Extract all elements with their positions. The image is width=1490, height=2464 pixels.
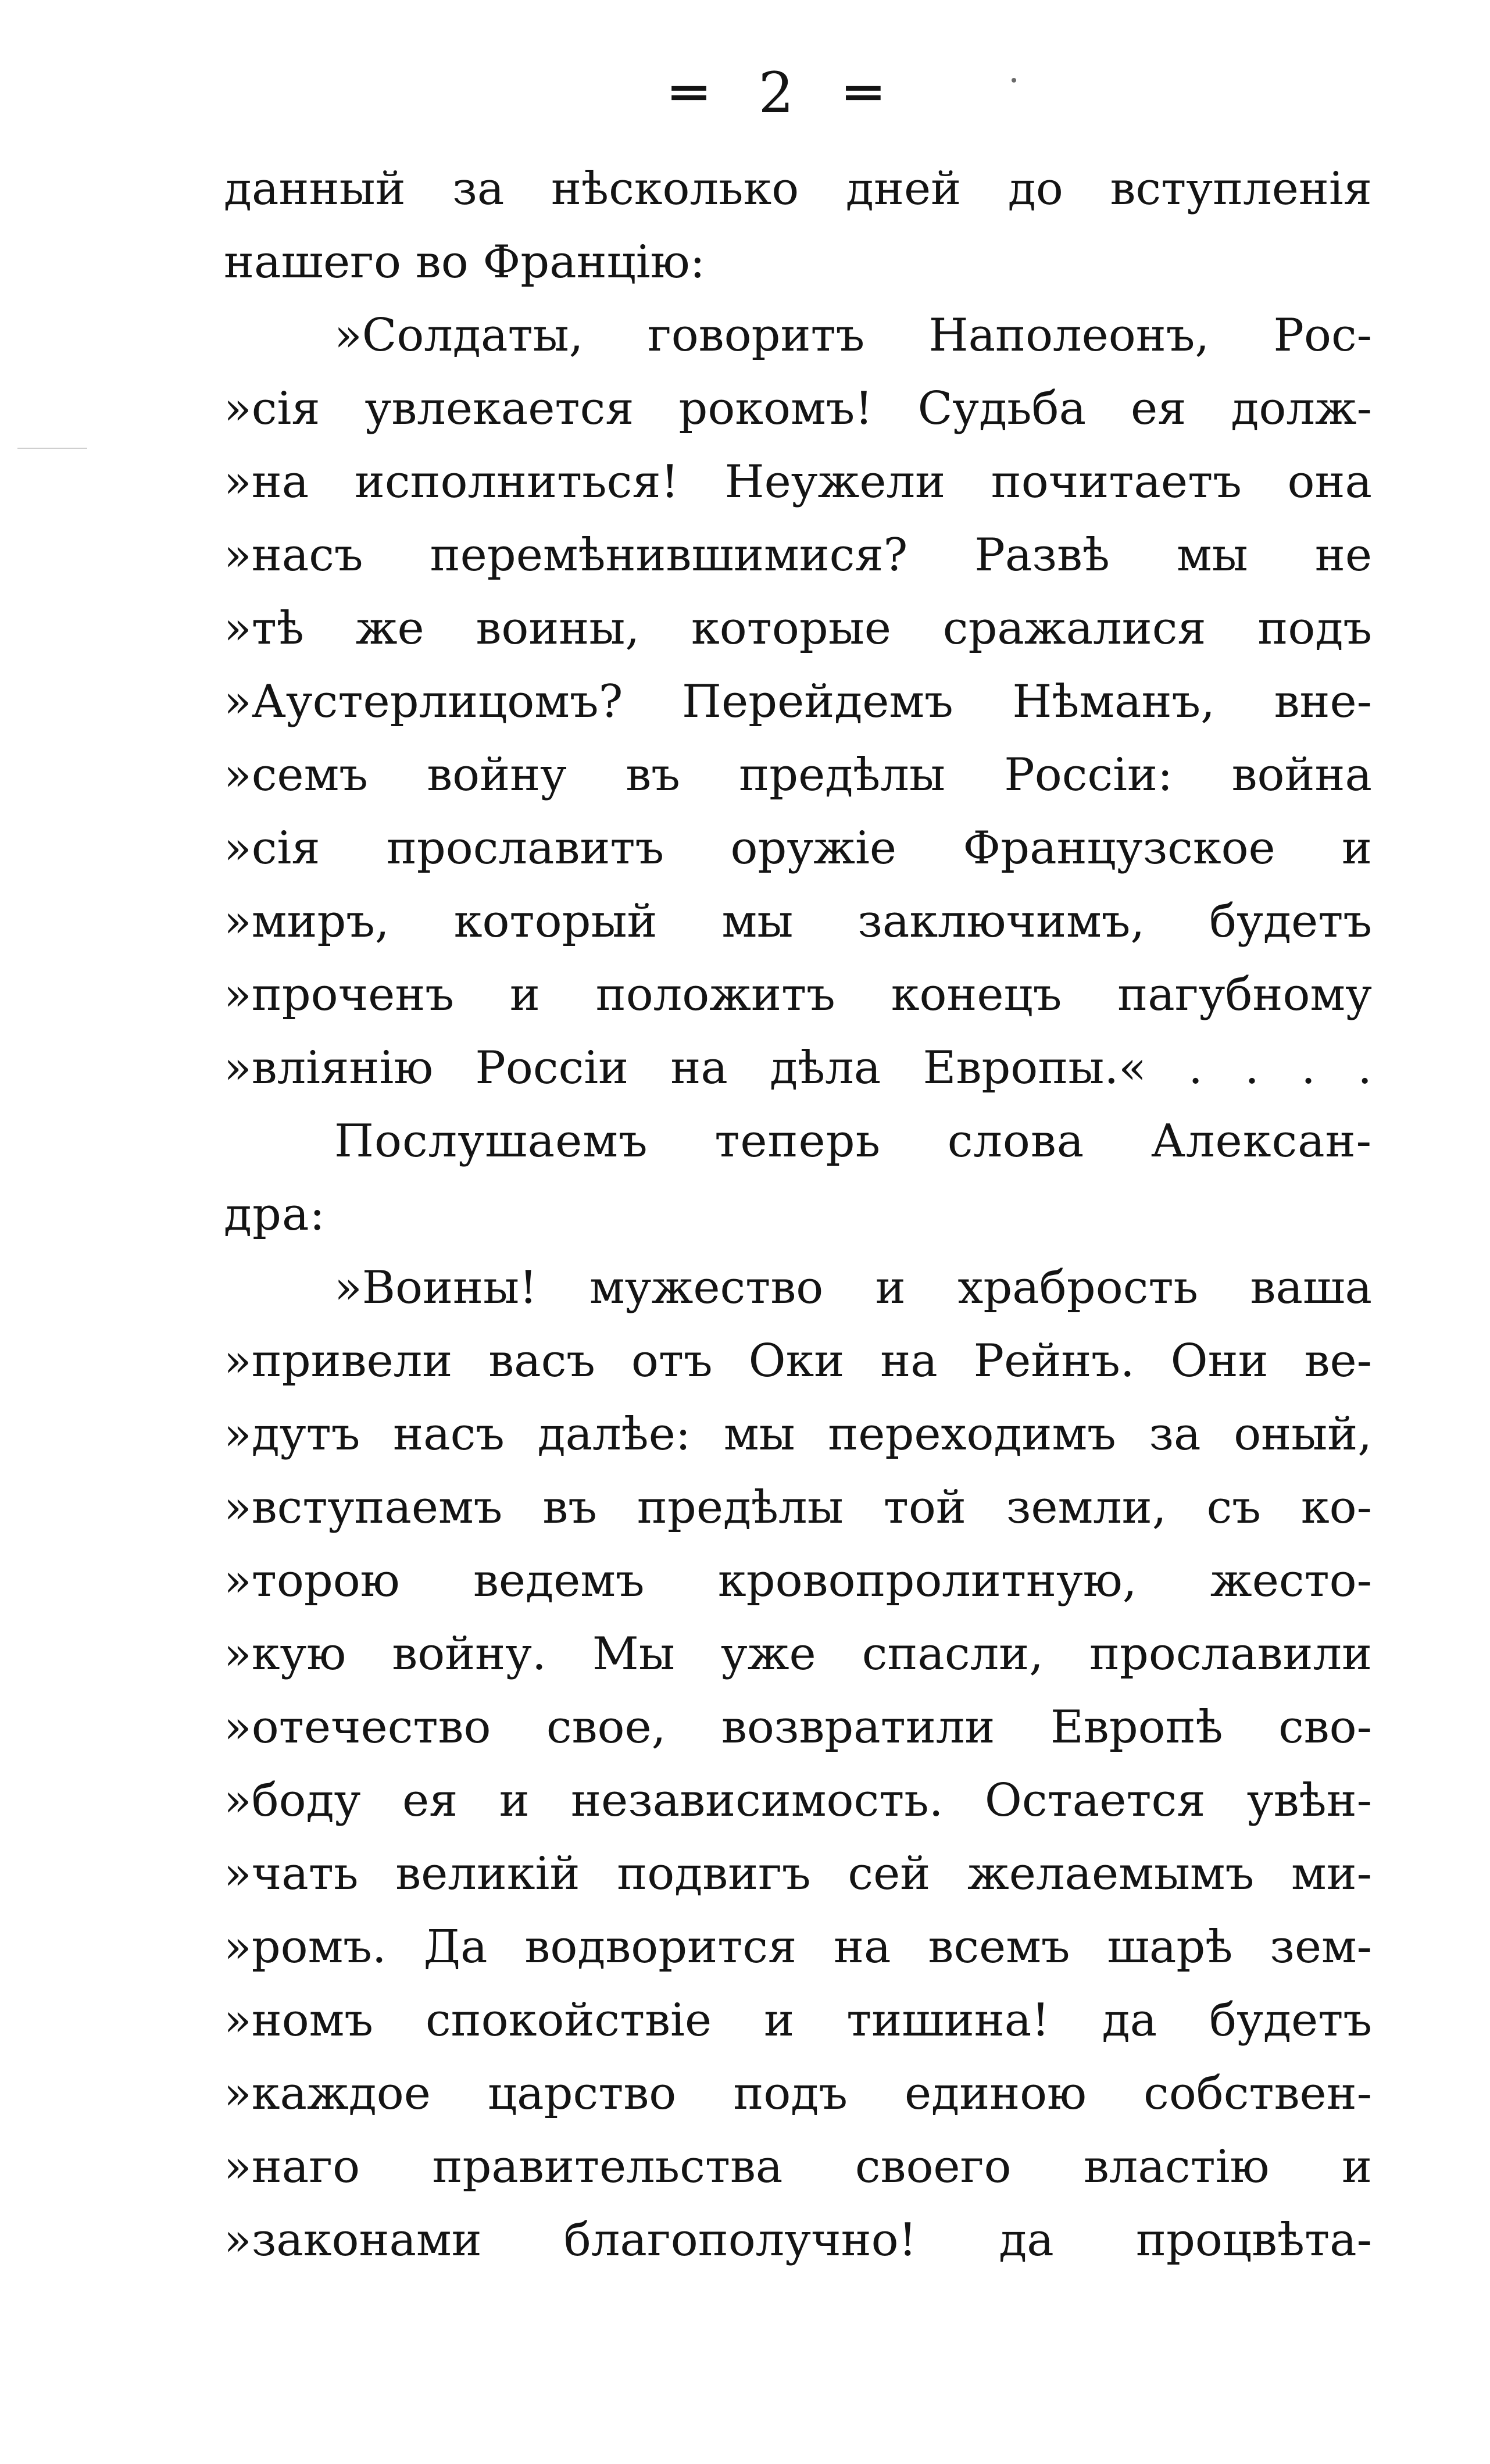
text-line: »сія прославитъ оружіе Французское и (224, 822, 1372, 874)
text-line: »отечество свое, возвратили Европѣ сво- (224, 1701, 1372, 1754)
text-line: »дутъ насъ далѣе: мы переходимъ за оный, (224, 1408, 1372, 1460)
text-line: данный за нѣсколько дней до вступленія (224, 163, 1372, 215)
text-line: »чать великій подвигъ сей желаемымъ ми- (224, 1848, 1372, 1900)
text-line: Послушаемъ теперь слова Алексан- (334, 1115, 1372, 1167)
text-line: »номъ спокойствіе и тишина! да будетъ (224, 1994, 1372, 2047)
text-line: »законами благополучно! да процвѣта- (224, 2214, 1372, 2266)
margin-mark (17, 448, 87, 449)
text-line: »Солдаты, говоритъ Наполеонъ, Рос- (334, 309, 1372, 362)
text-line: »семъ войну въ предѣлы Россіи: война (224, 749, 1372, 801)
text-line: »на исполниться! Неужели почитаетъ она (224, 456, 1372, 508)
body-text (224, 152, 1372, 2277)
text-line: »миръ, который мы заключимъ, будетъ (224, 895, 1372, 948)
text-line: »наго правительства своего властію и (224, 2141, 1372, 2193)
print-speck (1012, 78, 1016, 83)
text-line: »Воины! мужество и храбрость ваша (334, 1262, 1372, 1314)
text-line: »вліянію Россіи на дѣла Европы.« . . . . (224, 1042, 1372, 1094)
text-line: »торою ведемъ кровопролитную, жесто- (224, 1555, 1372, 1607)
text-line: »привели васъ отъ Оки на Рейнъ. Они ве- (224, 1335, 1372, 1387)
text-line: »ромъ. Да водворится на всемъ шарѣ зем- (224, 1921, 1372, 1973)
text-line: »Аустерлицомъ? Перейдемъ Нѣманъ, вне- (224, 676, 1372, 728)
text-line: дра: (224, 1188, 326, 1241)
text-line: »кую войну. Мы уже спасли, прославили (224, 1628, 1372, 1680)
page-number: ═ 2 ═ (672, 60, 898, 126)
text-line: нашего во Францію: (224, 236, 705, 288)
text-line: »боду ея и независимость. Остается увѣн- (224, 1774, 1372, 1827)
text-line: »тѣ же воины, которые сражалися подъ (224, 602, 1372, 655)
text-line: »насъ перемѣнившимися? Развѣ мы не (224, 529, 1372, 581)
text-line: »сія увлекается рокомъ! Судьба ея долж- (224, 383, 1372, 435)
text-line: »каждое царство подъ единою собствен- (224, 2067, 1372, 2120)
text-line: »проченъ и положитъ конецъ пагубному (224, 969, 1372, 1021)
text-line: »вступаемъ въ предѣлы той земли, съ ко- (224, 1481, 1372, 1534)
